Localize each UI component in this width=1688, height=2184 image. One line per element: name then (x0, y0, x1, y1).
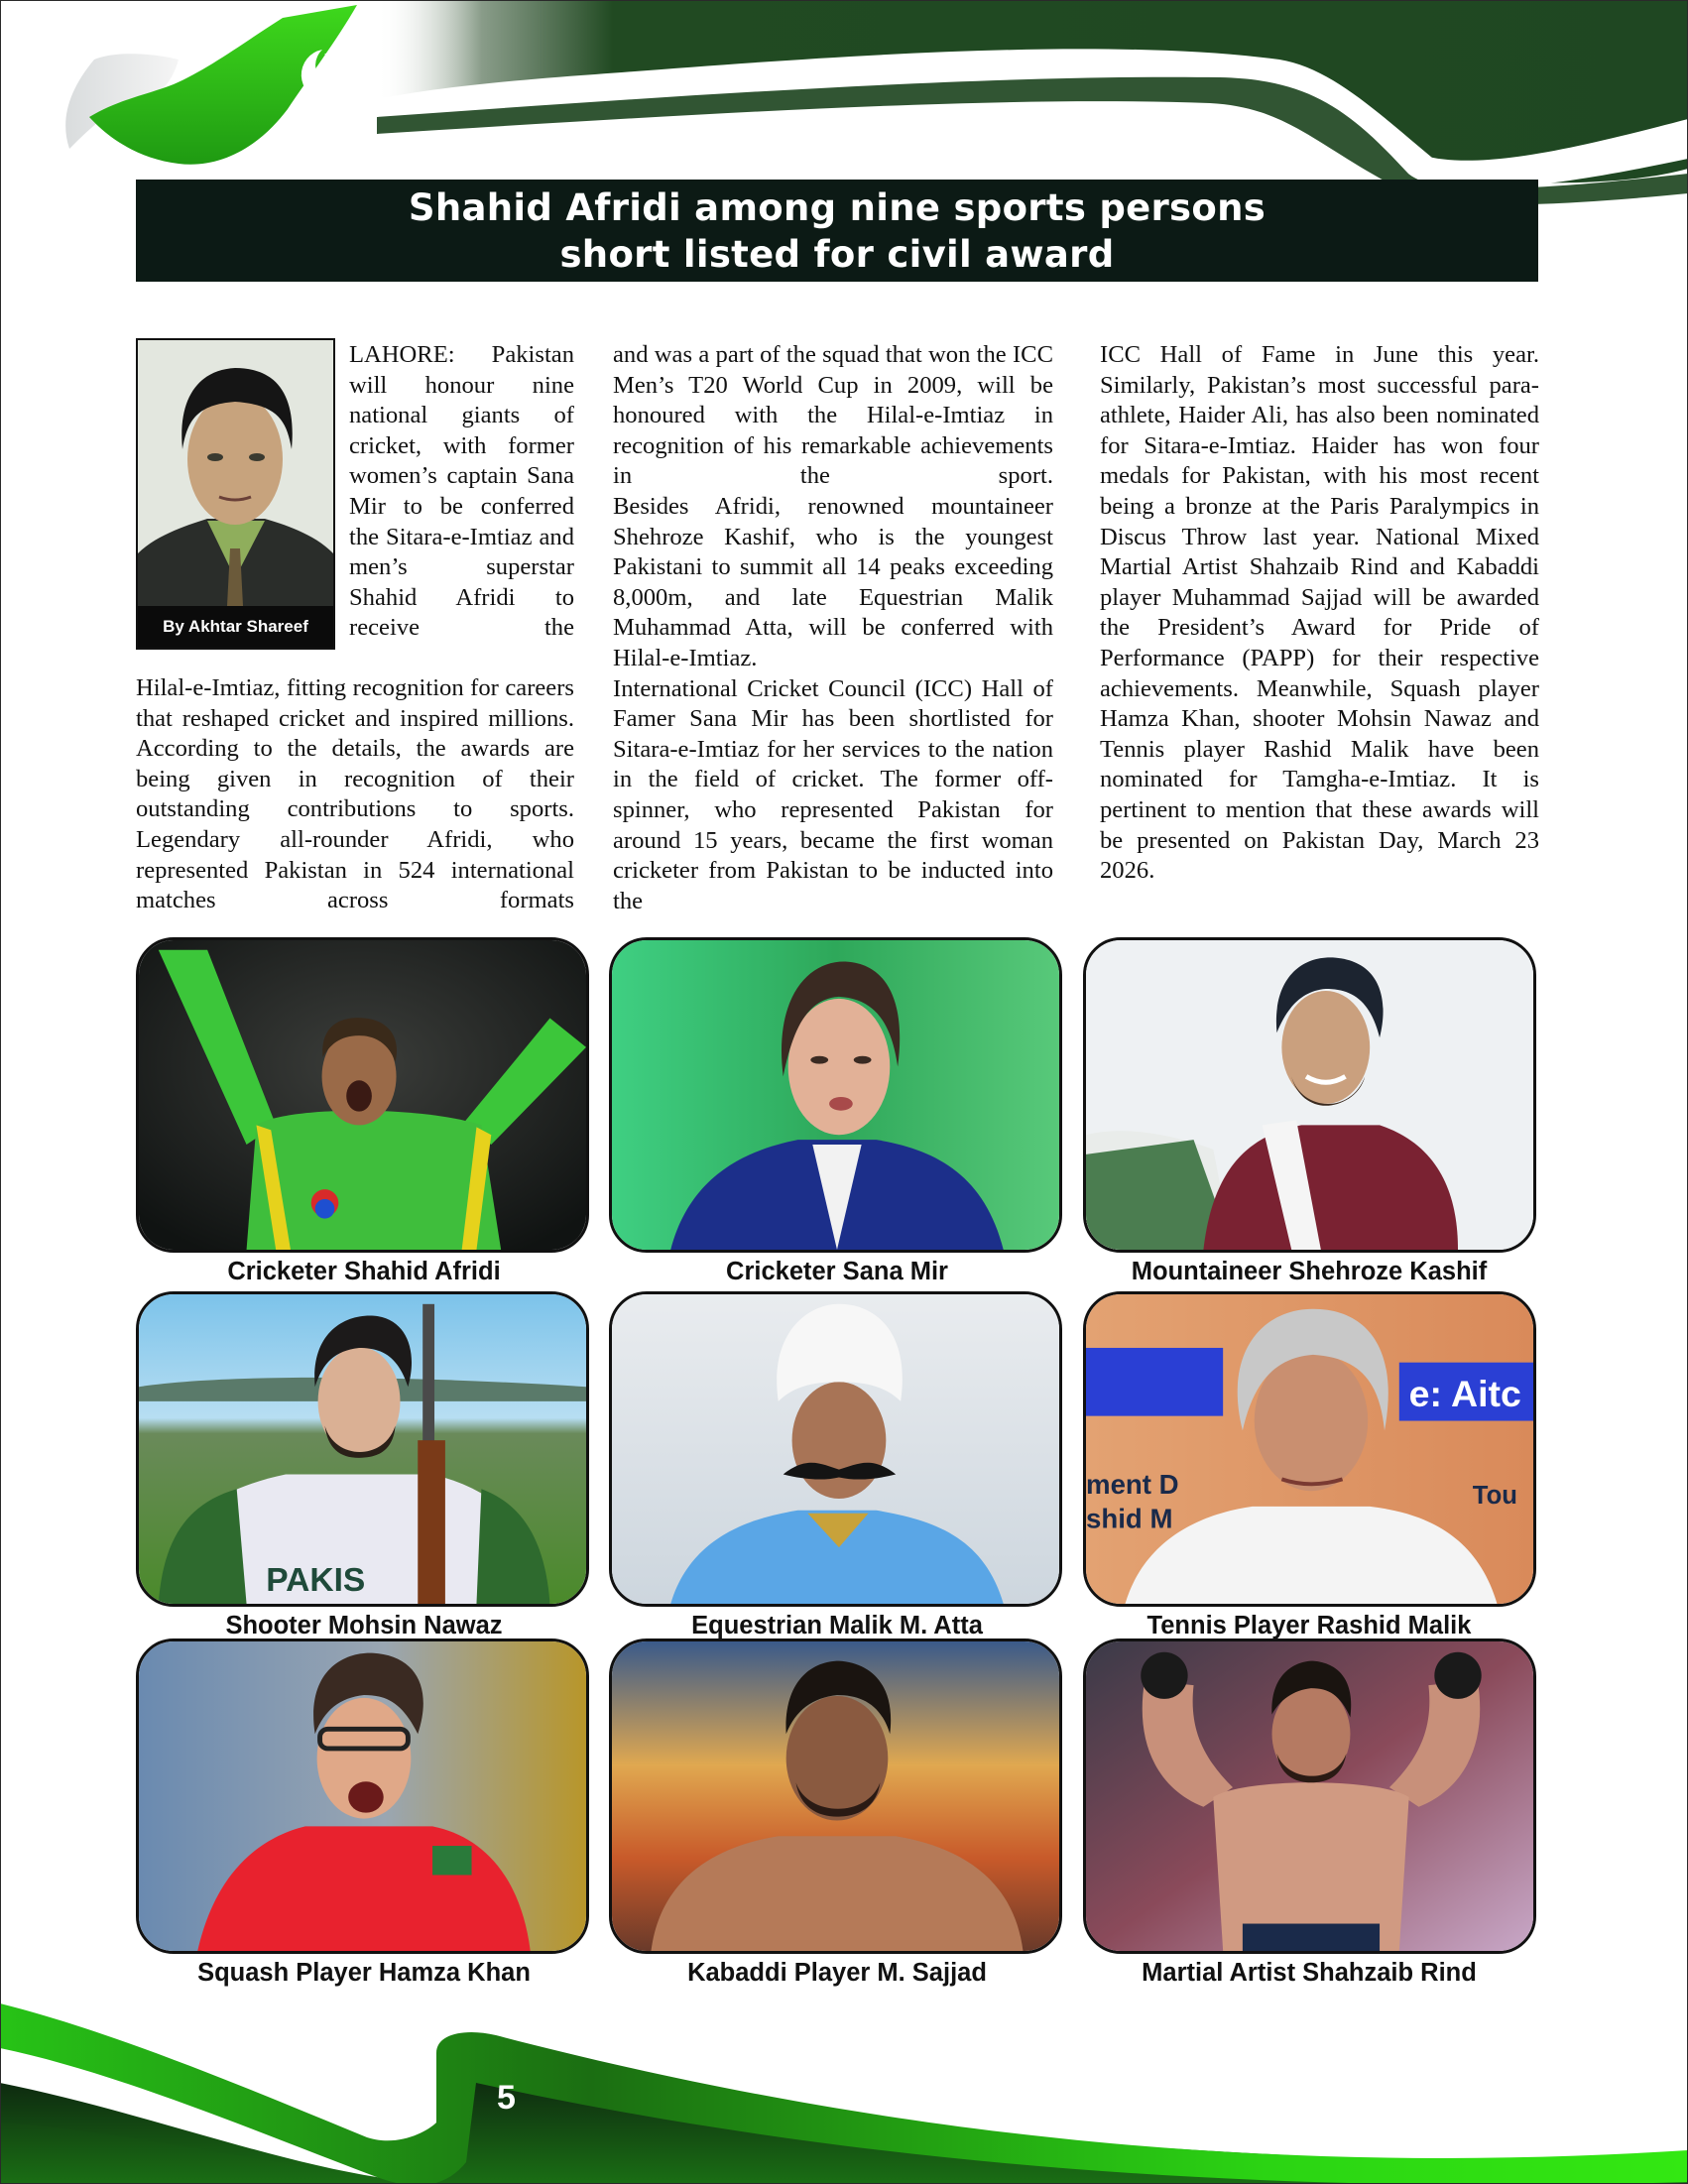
article-paragraph: ICC Hall of Fame in June this year. (1100, 341, 1539, 368)
photo-m-sajjad (609, 1638, 1062, 1954)
photo-sana-mir (609, 937, 1062, 1253)
photo-caption: Shooter Mohsin Nawaz (225, 1612, 503, 1639)
photo-shehroze-kashif (1083, 937, 1536, 1253)
article-paragraph: Similarly, Pakistan’s most successful para-athlete, Haider Ali, has also been nominated for Sitara-e-Imtiaz. Haider has won four medals for Pakistan, with his most recent being a bronze at the Paris Paralympics in Discus Throw last year. National Mixed Martial Artist Shahzaib Rind and Kabaddi player Muhammad Sajjad will be awarded the President’s Award for Pride of Performance (PAPP) for their respective achievements. Meanwhile, Squash player Hamza Khan, shooter Mohsin Nawaz and Tennis player Rashid Malik have been nominated for Tamgha-e-Imtiaz. It is pertinent to mention that these awards will be presented on Pakistan Day, March 23 2026. (1100, 371, 1539, 885)
article-column-1-top (349, 340, 574, 644)
photo-shahzaib-rind (1083, 1638, 1536, 1954)
byline-photo-box (136, 338, 335, 650)
byline-caption: By Akhtar Shareef (138, 606, 333, 648)
author-photo (138, 340, 333, 606)
photo-caption: Cricketer Sana Mir (726, 1258, 948, 1285)
photo-rashid-malik (1083, 1291, 1536, 1607)
article-paragraph: and was a part of the squad that won the ICC Men’s T20 World Cup in 2009, will be honoured with the Hilal-e-Imtiaz in recognition of his remarkable achievements in the sport. (613, 341, 1053, 490)
article-paragraph: Legendary all-rounder Afridi, who represented Pakistan in 524 international matches across formats (136, 825, 574, 914)
banner-text: ment D (1086, 1469, 1179, 1501)
photo-hamza-khan (136, 1638, 589, 1954)
article-column-2 (613, 340, 1053, 916)
headline-line-2: short listed for civil award (559, 232, 1115, 276)
photo-caption: Equestrian Malik M. Atta (691, 1612, 983, 1639)
photo-caption: Tennis Player Rashid Malik (1146, 1612, 1472, 1639)
jersey-text: PAKIS (266, 1562, 366, 1600)
article-paragraph: Hilal-e-Imtiaz, fitting recognition for careers that reshaped cricket and inspired millions. (136, 674, 574, 732)
photo-caption: Mountaineer Shehroze Kashif (1131, 1258, 1488, 1285)
banner-text: shid M (1086, 1503, 1173, 1534)
photo-shahid-afridi (136, 937, 589, 1253)
article-paragraph: International Cricket Council (ICC) Hall of Famer Sana Mir has been shortlisted for Sitara-e-Imtiaz for her services to the nation in the field of cricket. The former off-spinner, who represented Pakistan for around 15 years, became the first woman cricketer from Pakistan to be inducted into the (613, 674, 1053, 914)
bottom-flag-ribbon (0, 1984, 1688, 2184)
photo-malik-atta (609, 1291, 1062, 1607)
photo-caption: Cricketer Shahid Afridi (227, 1258, 501, 1285)
article-paragraph: According to the details, the awards are being given in recognition of their outstanding contributions to sports. (136, 735, 574, 823)
article-column-3 (1100, 340, 1539, 887)
article-paragraph: LAHORE: Pakistan will honour nine national giants of cricket, with former women’s captain Sana Mir to be conferred the Sitara-e-Imtiaz and men’s superstar Shahid Afridi to receive the (349, 341, 574, 642)
banner-text: Tou (1472, 1482, 1517, 1510)
photo-caption: Martial Artist Shahzaib Rind (1142, 1959, 1477, 1987)
page-number: 5 (497, 2079, 516, 2117)
headline-line-1: Shahid Afridi among nine sports persons (408, 185, 1266, 229)
photo-mohsin-nawaz (136, 1291, 589, 1607)
photo-caption: Squash Player Hamza Khan (197, 1959, 531, 1987)
banner-text: e: Aitc (1408, 1372, 1521, 1414)
article-paragraph: Besides Afridi, renowned mountaineer Shehroze Kashif, who is the youngest Pakistani to summit all 14 peaks exceeding 8,000m, and late Equestrian Malik Muhammad Atta, will be conferred with Hilal-e-Imtiaz. (613, 492, 1053, 671)
photo-caption: Kabaddi Player M. Sajjad (687, 1959, 987, 1987)
article-column-1-bottom (136, 673, 574, 916)
headline-bar (136, 180, 1538, 282)
top-flag-ribbon (0, 0, 1688, 208)
